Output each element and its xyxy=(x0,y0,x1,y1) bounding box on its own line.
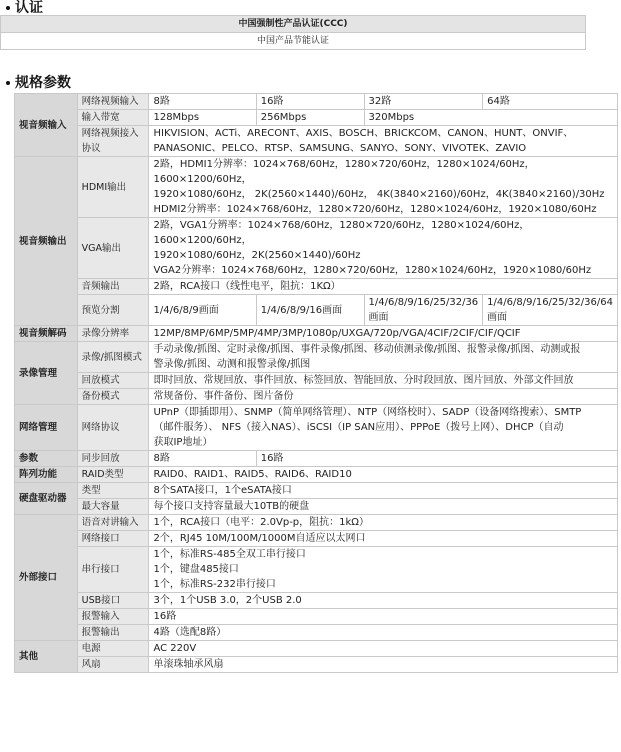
spec-table xyxy=(14,93,618,673)
value-line: 2路，HDMI1分辨率：1024×768/60Hz，1280×720/60Hz，1280×1024/60Hz，1600×1200/60Hz， xyxy=(153,159,535,185)
param-cell: 备份模式 xyxy=(77,389,149,405)
value-line: 1个，标准RS-485全双工串行接口 xyxy=(153,549,306,560)
category-cell: 硬盘驱动器 xyxy=(15,483,78,515)
table-row xyxy=(15,531,618,547)
param-cell: 报警输出 xyxy=(77,625,149,641)
value-line: （邮件服务）、 NFS（接入NAS）、iSCSI（IP SAN应用）、PPPoE（拨号上网）、DHCP（自动 xyxy=(153,422,564,433)
value-line: PANASONIC、PELCO、RTSP、SAMSUNG、SANYO、SONY、VIVOTEK、ZAVIO xyxy=(153,143,527,154)
param-cell: 录像分辨率 xyxy=(77,326,149,342)
table-row xyxy=(15,657,618,673)
value-line: 2路，VGA1分辨率：1024×768/60Hz，1280×720/60Hz，1280×1024/60Hz，1600×1200/60Hz， xyxy=(153,220,530,246)
value-cell: RAID0、RAID1、RAID5、RAID6、RAID10 xyxy=(149,467,618,483)
param-cell: 报警输入 xyxy=(77,609,149,625)
value-cell: 8路 xyxy=(149,451,256,467)
bullet-icon xyxy=(6,81,10,85)
value-cell: 即时回放、常规回放、事件回放、标签回放、智能回放、分时段回放、图片回放、外部文件回放 xyxy=(149,373,618,389)
category-cell: 参数 xyxy=(15,451,78,467)
value-line: 手动录像/抓图、定时录像/抓图、事件录像/抓图、移动侦测录像/抓图、报警录像/抓图、动测或报 xyxy=(153,344,581,355)
table-row xyxy=(15,625,618,641)
value-cell: AC 220V xyxy=(149,641,618,657)
param-cell: 同步回放 xyxy=(77,451,149,467)
value-line: UPnP（即插即用）、SNMP（简单网络管理）、NTP（网络校时）、SADP（设备网络搜索）、SMTP xyxy=(153,407,582,418)
value-cell: 32路 xyxy=(364,94,483,110)
value-cell: 8路 xyxy=(149,94,256,110)
param-cell: USB接口 xyxy=(77,593,149,609)
category-cell: 其他 xyxy=(15,641,78,673)
param-cell: 最大容量 xyxy=(77,499,149,515)
param-cell: 类型 xyxy=(77,483,149,499)
table-row xyxy=(15,609,618,625)
value-cell: 每个接口支持容量最大10TB的硬盘 xyxy=(149,499,618,515)
category-cell: 阵列功能 xyxy=(15,467,78,483)
value-cell: 1/4/6/8/9/16/25/32/36画面 xyxy=(364,295,483,326)
value-line: 1个，标准RS-232串行接口 xyxy=(153,579,276,590)
param-cell: 串行接口 xyxy=(77,547,149,593)
value-cell: 2个，RJ45 10M/100M/1000M自适应以太网口 xyxy=(149,531,618,547)
param-cell: 网络视频输入 xyxy=(77,94,149,110)
param-cell: 输入带宽 xyxy=(77,110,149,126)
table-row xyxy=(15,342,618,373)
value-cell: 单滚珠轴承风扇 xyxy=(149,657,618,673)
value-cell: 16路 xyxy=(256,451,617,467)
param-cell: 网络视频接入协议 xyxy=(77,126,149,157)
table-row xyxy=(15,373,618,389)
value-cell: 12MP/8MP/6MP/5MP/4MP/3MP/1080p/UXGA/720p/VGA/4CIF/2CIF/CIF/QCIF xyxy=(149,326,618,342)
value-cell: 64路 xyxy=(483,94,618,110)
param-cell: 音频输出 xyxy=(77,279,149,295)
param-cell: 录像/抓图模式 xyxy=(77,342,149,373)
category-cell: 视音频解码 xyxy=(15,326,78,342)
param-cell: 语音对讲输入 xyxy=(77,515,149,531)
cert-ccc: 中国强制性产品认证(CCC) xyxy=(1,16,586,33)
category-cell: 视音频输出 xyxy=(15,157,78,326)
table-row xyxy=(1,33,586,50)
table-row xyxy=(15,326,618,342)
table-row xyxy=(15,389,618,405)
value-cell: 256Mbps xyxy=(256,110,364,126)
cert-table xyxy=(0,15,586,50)
table-row xyxy=(15,515,618,531)
value-cell: 128Mbps xyxy=(149,110,256,126)
value-cell: 2路，RCA接口（线性电平，阻抗：1KΩ） xyxy=(149,279,618,295)
param-cell: VGA输出 xyxy=(77,218,149,279)
cert-energy: 中国产品节能认证 xyxy=(1,33,586,50)
table-row xyxy=(15,94,618,110)
value-cell: 4路（选配8路） xyxy=(149,625,618,641)
value-cell: 1/4/6/8/9/16画面 xyxy=(256,295,364,326)
category-cell: 外部接口 xyxy=(15,515,78,641)
value-cell xyxy=(149,405,618,451)
category-cell: 网络管理 xyxy=(15,405,78,451)
table-row xyxy=(15,499,618,515)
category-cell: 视音频输入 xyxy=(15,94,78,157)
table-row xyxy=(15,405,618,451)
table-row xyxy=(15,547,618,593)
value-cell: 320Mbps xyxy=(364,110,618,126)
value-line: 1个，键盘485接口 xyxy=(153,564,239,575)
value-cell xyxy=(149,218,618,279)
param-cell: RAID类型 xyxy=(77,467,149,483)
table-row xyxy=(15,451,618,467)
param-cell: 网络协议 xyxy=(77,405,149,451)
spec-heading: 规格参数 xyxy=(6,72,71,92)
value-cell: 16路 xyxy=(256,94,364,110)
value-cell: 3个，1个USB 3.0，2个USB 2.0 xyxy=(149,593,618,609)
table-row xyxy=(15,126,618,157)
value-cell xyxy=(149,547,618,593)
value-cell xyxy=(149,157,618,218)
table-row xyxy=(15,467,618,483)
value-line: 1920×1080/60Hz，2K(2560×1440)/60Hz xyxy=(153,250,361,261)
bullet-icon xyxy=(6,6,10,10)
table-row xyxy=(15,641,618,657)
value-cell: 常规备份、事件备份、图片备份 xyxy=(149,389,618,405)
value-cell: 1/4/6/8/9/16/25/32/36/64画面 xyxy=(483,295,618,326)
table-row xyxy=(15,218,618,279)
table-row xyxy=(15,593,618,609)
value-cell xyxy=(149,342,618,373)
value-line: 警录像/抓图、动测和报警录像/抓图 xyxy=(153,359,311,370)
value-line: HIKVISION、ACTi、ARECONT、AXIS、BOSCH、BRICKCOM、CANON、HUNT、ONVIF、 xyxy=(153,128,574,139)
value-cell: 1个，RCA接口（电平：2.0Vp-p，阻抗：1kΩ） xyxy=(149,515,618,531)
value-cell: 16路 xyxy=(149,609,618,625)
value-cell: 1/4/6/8/9画面 xyxy=(149,295,256,326)
param-cell: 风扇 xyxy=(77,657,149,673)
value-line: 获取IP地址） xyxy=(153,437,213,448)
param-cell: 网络接口 xyxy=(77,531,149,547)
value-line: HDMI2分辨率：1024×768/60Hz，1280×720/60Hz，1280×1024/60Hz，1920×1080/60Hz xyxy=(153,204,597,215)
param-cell: HDMI输出 xyxy=(77,157,149,218)
value-cell: 8个SATA接口，1个eSATA接口 xyxy=(149,483,618,499)
value-line: VGA2分辨率：1024×768/60Hz，1280×720/60Hz，1280×1024/60Hz，1920×1080/60Hz xyxy=(153,265,592,276)
table-row xyxy=(1,16,586,33)
category-cell: 录像管理 xyxy=(15,342,78,405)
table-row xyxy=(15,157,618,218)
param-cell: 电源 xyxy=(77,641,149,657)
table-row xyxy=(15,483,618,499)
table-row xyxy=(15,110,618,126)
value-cell xyxy=(149,126,618,157)
param-cell: 预览分割 xyxy=(77,295,149,326)
value-line: 1920×1080/60Hz， 2K(2560×1440)/60Hz， 4K(3840×2160)/60Hz，4K(3840×2160)/30Hz xyxy=(153,189,605,200)
table-row xyxy=(15,295,618,326)
cert-heading: 认证 xyxy=(6,0,43,17)
table-row xyxy=(15,279,618,295)
param-cell: 回放模式 xyxy=(77,373,149,389)
